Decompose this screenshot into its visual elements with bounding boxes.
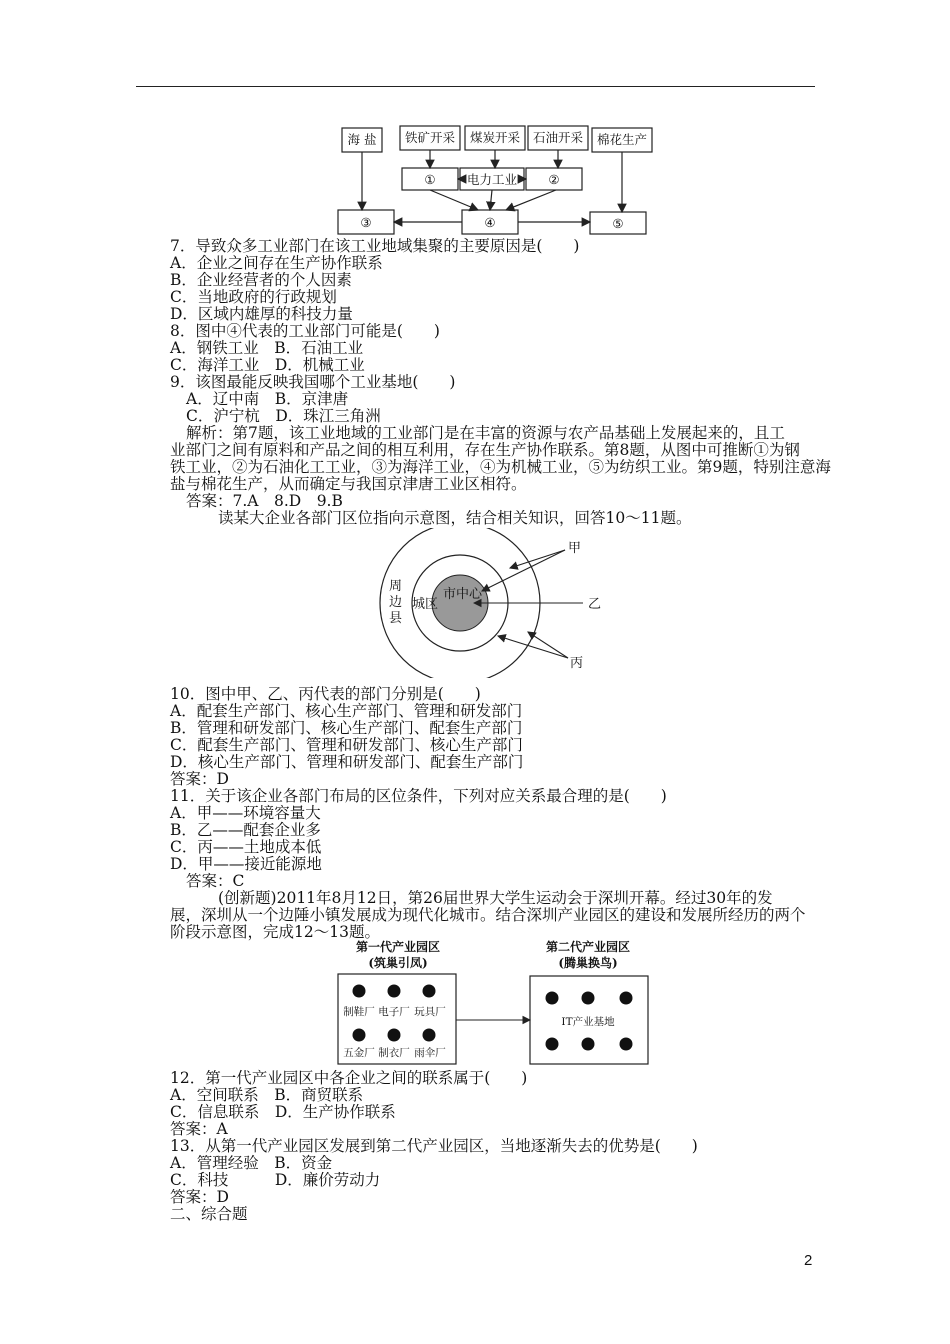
- analysis-7-9: [170, 424, 831, 493]
- label-coal-mining: 煤炭开采: [469, 130, 521, 145]
- intro-line: 阶段示意图，完成12～13题。: [170, 923, 380, 941]
- intro-line: (创新题)2011年8月12日，第26届世界大学生运动会于深圳开幕。经过30年的发: [218, 889, 773, 907]
- intro-10-11: 读某大企业各部门区位指向示意图，结合相关知识，回答10～11题。: [218, 509, 692, 527]
- industrial-park-diagram: [320, 936, 680, 1068]
- q10-answer: 答案：D: [170, 770, 229, 788]
- label-oil-mining: 石油开采: [532, 130, 584, 145]
- q11-option-b: B．乙——配套企业多: [170, 821, 321, 839]
- it-base-label: IT产业基地: [561, 1016, 615, 1028]
- q10-option-d: D．核心生产部门、管理和研发部门、配套生产部门: [170, 753, 524, 771]
- q7-option-a: A．企业之间存在生产协作联系: [170, 254, 383, 272]
- label-sea-salt: 海 盐: [347, 132, 377, 147]
- label-3: ③: [360, 215, 372, 230]
- it-dot: [546, 992, 559, 1005]
- label-power: 电力工业: [466, 172, 518, 187]
- q12-answer: 答案：A: [170, 1120, 228, 1138]
- q9-option-ab: A．辽中南 B．京津唐: [186, 390, 349, 408]
- q11-stem: 11．关于该企业各部门布局的区位条件，下列对应关系最合理的是( ): [170, 787, 667, 805]
- q13-stem: 13．从第一代产业园区发展到第二代产业园区，当地逐渐失去的优势是( ): [170, 1137, 698, 1155]
- factory-label: 雨伞厂: [414, 1047, 446, 1059]
- park2-title: 第二代产业园区: [545, 940, 631, 954]
- q12-option-cd: C．信息联系 D．生产协作联系: [170, 1103, 396, 1121]
- analysis-line: 盐与棉花生产，从而确定与我国京津唐工业区相符。: [170, 475, 527, 493]
- it-dot: [582, 992, 595, 1005]
- label-county-2: 边: [389, 595, 403, 610]
- q8-option-cd: C．海洋工业 D．机械工业: [170, 356, 365, 374]
- park1-title: 第一代产业园区: [355, 940, 441, 954]
- q10-option-b: B．管理和研发部门、核心生产部门、配套生产部门: [170, 719, 523, 737]
- q13-answer: 答案：D: [170, 1188, 229, 1206]
- it-dot: [620, 1038, 633, 1051]
- factory-label: 玩具厂: [414, 1006, 446, 1018]
- q12-option-ab: A．空间联系 B．商贸联系: [170, 1086, 364, 1104]
- q7-option-c: C．当地政府的行政规划: [170, 288, 337, 306]
- q10-option-c: C．配套生产部门、管理和研发部门、核心生产部门: [170, 736, 523, 754]
- label-4: ④: [484, 215, 496, 230]
- q11-option-d: D．甲——接近能源地: [170, 855, 322, 873]
- q11-answer: 答案：C: [186, 872, 245, 890]
- factory-label: 五金厂: [343, 1047, 375, 1059]
- q12-stem: 12．第一代产业园区中各企业之间的联系属于( ): [170, 1069, 528, 1087]
- factory-dot: [388, 1029, 401, 1042]
- label-5: ⑤: [612, 216, 624, 231]
- factory-dot: [388, 985, 401, 998]
- q13-option-ab: A．管理经验 B．资金: [170, 1154, 333, 1172]
- page-number: 2: [804, 1252, 813, 1269]
- label-1: ①: [424, 172, 436, 187]
- analysis-line: 解析：第7题，该工业地域的工业部门是在丰富的资源与农产品基础上发展起来的，且工: [186, 424, 785, 442]
- q7-option-d: D．区域内雄厚的科技力量: [170, 305, 353, 323]
- factory-dot: [423, 985, 436, 998]
- label-jia: 甲: [568, 541, 582, 556]
- q7-stem: 7．导致众多工业部门在该工业地域集聚的主要原因是( ): [170, 237, 580, 255]
- analysis-line: 业部门之间有原料和产品之间的相互利用，存在生产协作联系。第8题，从图中可推断①为钢: [170, 441, 800, 459]
- q9-option-cd: C．沪宁杭 D．珠江三角洲: [186, 407, 381, 425]
- q9-stem: 9．该图最能反映我国哪个工业基地( ): [170, 373, 456, 391]
- q11-option-a: A．甲——环境容量大: [170, 804, 321, 822]
- factory-dot: [353, 985, 366, 998]
- label-iron-mining: 铁矿开采: [404, 130, 456, 145]
- label-yi: 乙: [588, 597, 602, 612]
- it-dot: [546, 1038, 559, 1051]
- it-dot: [620, 992, 633, 1005]
- analysis-line: 铁工业，②为石油化工工业，③为海洋工业，④为机械工业，⑤为纺织工业。第9题，特别注意海: [170, 458, 831, 476]
- intro-line: 展，深圳从一个边陲小镇发展成为现代化城市。结合深圳产业园区的建设和发展所经历的两个: [170, 906, 806, 924]
- factory-dot: [423, 1029, 436, 1042]
- section-heading: 二、综合题: [170, 1205, 248, 1223]
- q10-stem: 10．图中甲、乙、丙代表的部门分别是( ): [170, 685, 481, 703]
- label-2: ②: [548, 172, 560, 187]
- park1-subtitle: (筑巢引凤): [368, 956, 428, 970]
- industry-linkage-diagram: [330, 122, 660, 237]
- q11-option-c: C．丙——土地成本低: [170, 838, 322, 856]
- q13-option-cd: C．科技 D．廉价劳动力: [170, 1171, 381, 1189]
- factory-label: 电子厂: [378, 1006, 410, 1018]
- location-circle-diagram: [370, 528, 620, 678]
- label-city: 城区: [412, 597, 439, 612]
- header-rule: [136, 86, 815, 87]
- label-cotton: 棉花生产: [596, 132, 648, 147]
- answer-7-9: 答案：7.A 8.D 9.B: [186, 492, 343, 510]
- q10-option-a: A．配套生产部门、核心生产部门、管理和研发部门: [170, 702, 523, 720]
- intro-12-13: [170, 890, 816, 941]
- label-county-3: 县: [389, 611, 403, 626]
- it-dot: [582, 1038, 595, 1051]
- q7-option-b: B．企业经营者的个人因素: [170, 271, 352, 289]
- factory-dot: [353, 1029, 366, 1042]
- label-center: 市中心: [443, 587, 483, 602]
- label-bing: 丙: [570, 656, 584, 671]
- label-county-1: 周: [389, 579, 403, 594]
- q8-stem: 8．图中④代表的工业部门可能是( ): [170, 322, 440, 340]
- factory-label: 制衣厂: [378, 1047, 410, 1059]
- park2-subtitle: (腾巢换鸟): [558, 956, 618, 970]
- q8-option-ab: A．钢铁工业 B．石油工业: [170, 339, 364, 357]
- factory-label: 制鞋厂: [343, 1006, 375, 1018]
